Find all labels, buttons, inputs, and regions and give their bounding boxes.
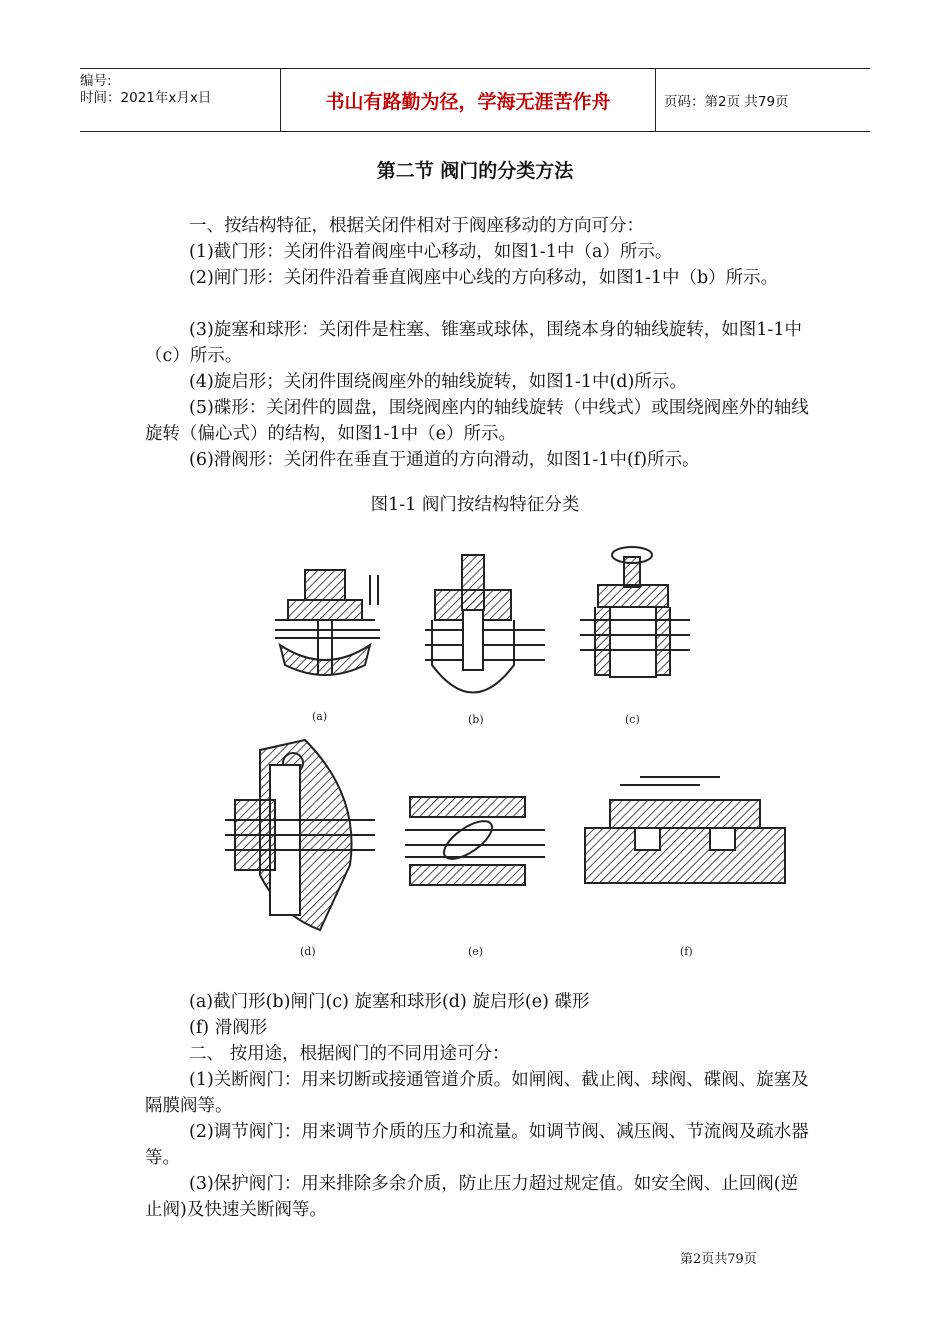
header-motto: 书山有路勤为径，学海无涯苦作舟 bbox=[280, 69, 656, 131]
number-label: 编号: bbox=[80, 73, 112, 89]
valve-diagram-figure bbox=[200, 535, 800, 975]
diagram-c bbox=[580, 547, 690, 677]
page-header bbox=[80, 68, 870, 132]
paragraph: 一、按结构特征，根据关闭件相对于阀座移动的方向可分： bbox=[189, 216, 644, 236]
diagram-f bbox=[585, 777, 785, 883]
paragraph: (2)调节阀门：用来调节介质的压力和流量。如调节阀、减压阀、节流阀及疏水器等。 bbox=[145, 1122, 809, 1168]
page-footer: 第2页共79页 bbox=[680, 1252, 757, 1267]
header-page-info: 页码：第2页 共79页 bbox=[664, 94, 789, 110]
paragraph: (3)保护阀门：用来排除多余介质，防止压力超过规定值。如安全阀、止回阀(逆止阀)及快速关断阀等。 bbox=[145, 1174, 799, 1220]
diagram-b bbox=[425, 555, 545, 693]
section-title: 第二节 阀门的分类方法 bbox=[376, 160, 574, 182]
diagram-a bbox=[275, 570, 380, 675]
figure-legend: (a)截门形(b)闸门(c) 旋塞和球形(d) 旋启形(e) 碟形 bbox=[189, 992, 590, 1012]
paragraph: 二、 按用途，根据阀门的不同用途可分： bbox=[189, 1044, 510, 1064]
diagram-e bbox=[405, 797, 545, 885]
paragraph: (1)截门形：关闭件沿着阀座中心移动，如图1-1中（a）所示。 bbox=[189, 242, 673, 262]
paragraph: (3)旋塞和球形：关闭件是柱塞、锥塞或球体，围绕本身的轴线旋转，如图1-1中（c）所示。 bbox=[145, 320, 802, 366]
paragraph: (6)滑阀形：关闭件在垂直于通道的方向滑动，如图1-1中(f)所示。 bbox=[189, 450, 700, 470]
header-meta bbox=[80, 69, 280, 135]
figure-label: (f) bbox=[680, 945, 693, 958]
figure-label: (b) bbox=[468, 713, 484, 726]
figure-caption: 图1-1 阀门按结构特征分类 bbox=[370, 495, 580, 515]
figure-label: (e) bbox=[468, 945, 484, 958]
paragraph: (1)关断阀门：用来切断或接通管道介质。如闸阀、截止阀、球阀、碟阀、旋塞及隔膜阀等。 bbox=[145, 1070, 809, 1116]
paragraph: (5)碟形：关闭件的圆盘，围绕阀座内的轴线旋转（中线式）或围绕阀座外的轴线旋转（偏心式）的结构，如图1-1中（e）所示。 bbox=[145, 398, 809, 444]
figure-label: (c) bbox=[625, 713, 640, 726]
figure-legend: (f) 滑阀形 bbox=[189, 1018, 268, 1038]
time-label: 时间：2021年x月x日 bbox=[80, 90, 212, 106]
figure-label: (a) bbox=[312, 710, 328, 723]
figure-label: (d) bbox=[300, 945, 316, 958]
diagram-d bbox=[225, 740, 375, 930]
paragraph: (2)闸门形：关闭件沿着垂直阀座中心线的方向移动，如图1-1中（b）所示。 bbox=[189, 268, 779, 288]
paragraph: (4)旋启形；关闭件围绕阀座外的轴线旋转，如图1-1中(d)所示。 bbox=[189, 372, 687, 392]
